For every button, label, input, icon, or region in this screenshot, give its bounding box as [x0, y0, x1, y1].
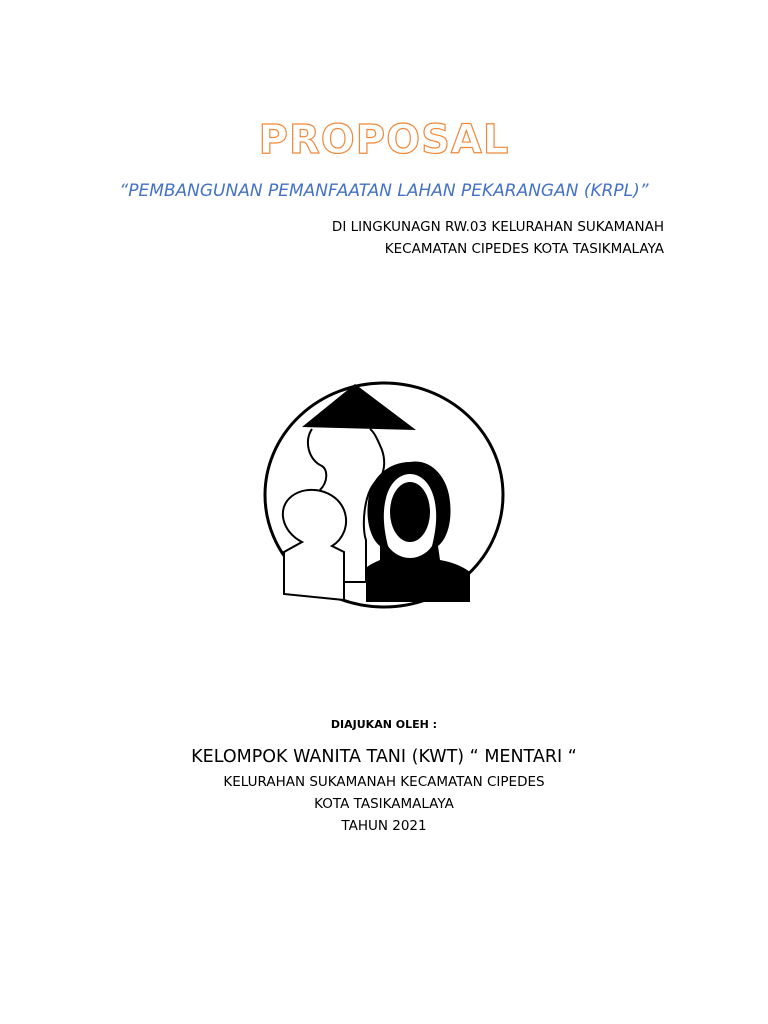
- group-details: [0, 771, 768, 837]
- women-farmers-group-logo-icon: [262, 380, 506, 610]
- group-detail-line-2: KOTA TASIKAMALAYA: [314, 796, 454, 812]
- group-name: KELOMPOK WANITA TANI (KWT) “ MENTARI “: [191, 747, 577, 767]
- location-line-1: DI LINGKUNAGN RW.03 KELURAHAN SUKAMANAH: [331, 219, 664, 235]
- submitted-by-label: DIAJUKAN OLEH :: [330, 718, 438, 731]
- proposal-subtitle: “PEMBANGUNAN PEMANFAATAN LAHAN PEKARANGAN (KRPL)”: [119, 181, 649, 201]
- group-detail-line-1: KELURAHAN SUKAMANAH KECAMATAN CIPEDES: [223, 774, 545, 790]
- group-detail-line-3: TAHUN 2021: [341, 818, 427, 834]
- location-line-2: KECAMATAN CIPEDES KOTA TASIKMALAYA: [384, 241, 664, 257]
- location-block: [332, 216, 664, 260]
- document-title: PROPOSAL: [258, 117, 510, 163]
